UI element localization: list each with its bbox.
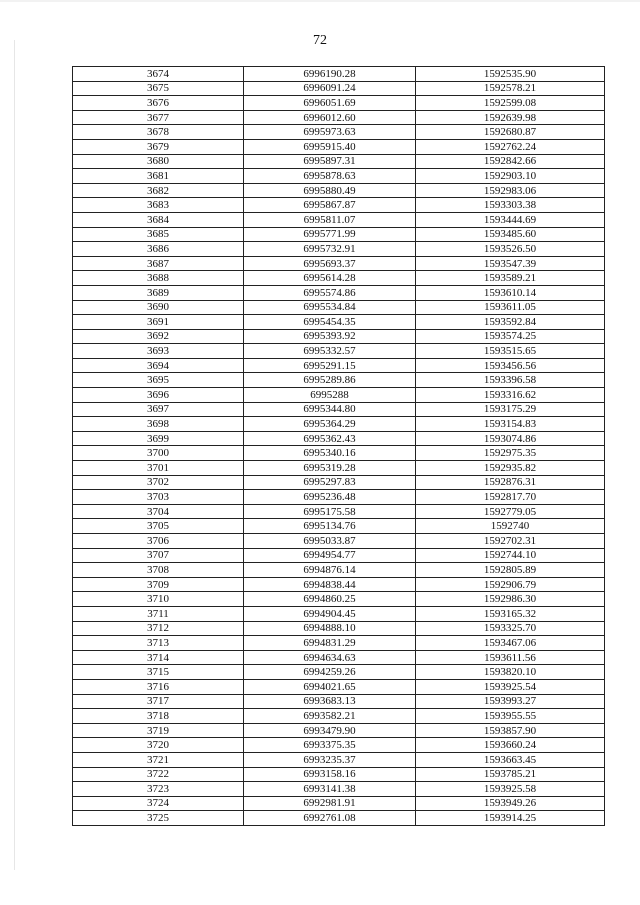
x-coordinate-cell: 6995344.80: [244, 402, 416, 417]
table-row: [73, 709, 605, 724]
y-coordinate-cell: 1592805.89: [416, 563, 605, 578]
y-coordinate-cell: 1593547.39: [416, 256, 605, 271]
point-number-cell: 3704: [73, 504, 244, 519]
point-number-cell: 3708: [73, 563, 244, 578]
point-number-cell: 3709: [73, 577, 244, 592]
y-coordinate-cell: 1593574.25: [416, 329, 605, 344]
point-number-cell: 3689: [73, 285, 244, 300]
y-coordinate-cell: 1593785.21: [416, 767, 605, 782]
x-coordinate-cell: 6995033.87: [244, 534, 416, 549]
point-number-cell: 3682: [73, 183, 244, 198]
x-coordinate-cell: 6996190.28: [244, 67, 416, 82]
table-row: [73, 504, 605, 519]
table-row: [73, 198, 605, 213]
y-coordinate-cell: 1592599.08: [416, 96, 605, 111]
y-coordinate-cell: 1593074.86: [416, 431, 605, 446]
y-coordinate-cell: 1593993.27: [416, 694, 605, 709]
point-number-cell: 3698: [73, 417, 244, 432]
table-row: [73, 125, 605, 140]
y-coordinate-cell: 1592903.10: [416, 169, 605, 184]
y-coordinate-cell: 1592842.66: [416, 154, 605, 169]
point-number-cell: 3674: [73, 67, 244, 82]
table-row: [73, 431, 605, 446]
y-coordinate-cell: 1593467.06: [416, 636, 605, 651]
table-row: [73, 110, 605, 125]
y-coordinate-cell: 1593949.26: [416, 796, 605, 811]
y-coordinate-cell: 1593515.65: [416, 344, 605, 359]
point-number-cell: 3705: [73, 519, 244, 534]
table-row: [73, 621, 605, 636]
x-coordinate-cell: 6995771.99: [244, 227, 416, 242]
page-number: 72: [313, 33, 327, 48]
y-coordinate-cell: 1593611.05: [416, 300, 605, 315]
table-row: [73, 344, 605, 359]
y-coordinate-cell: 1593485.60: [416, 227, 605, 242]
table-row: [73, 723, 605, 738]
x-coordinate-cell: 6995534.84: [244, 300, 416, 315]
point-number-cell: 3714: [73, 650, 244, 665]
x-coordinate-cell: 6993158.16: [244, 767, 416, 782]
y-coordinate-cell: 1592906.79: [416, 577, 605, 592]
table-row: [73, 388, 605, 403]
point-number-cell: 3675: [73, 81, 244, 96]
table-row: [73, 227, 605, 242]
scan-edge-left: [14, 40, 15, 870]
x-coordinate-cell: 6994831.29: [244, 636, 416, 651]
x-coordinate-cell: 6996091.24: [244, 81, 416, 96]
y-coordinate-cell: 1593925.54: [416, 679, 605, 694]
x-coordinate-cell: 6995332.57: [244, 344, 416, 359]
x-coordinate-cell: 6995364.29: [244, 417, 416, 432]
y-coordinate-cell: 1592817.70: [416, 490, 605, 505]
x-coordinate-cell: 6995915.40: [244, 139, 416, 154]
y-coordinate-cell: 1593303.38: [416, 198, 605, 213]
table-row: [73, 169, 605, 184]
table-row: [73, 373, 605, 388]
point-number-cell: 3686: [73, 242, 244, 257]
table-row: [73, 636, 605, 651]
point-number-cell: 3720: [73, 738, 244, 753]
y-coordinate-cell: 1592983.06: [416, 183, 605, 198]
y-coordinate-cell: 1592535.90: [416, 67, 605, 82]
table-row: [73, 534, 605, 549]
x-coordinate-cell: 6995175.58: [244, 504, 416, 519]
y-coordinate-cell: 1593955.55: [416, 709, 605, 724]
y-coordinate-cell: 1592702.31: [416, 534, 605, 549]
table-row: [73, 300, 605, 315]
x-coordinate-cell: 6994904.45: [244, 606, 416, 621]
point-number-cell: 3676: [73, 96, 244, 111]
y-coordinate-cell: 1593396.58: [416, 373, 605, 388]
point-number-cell: 3710: [73, 592, 244, 607]
point-number-cell: 3679: [73, 139, 244, 154]
point-number-cell: 3685: [73, 227, 244, 242]
point-number-cell: 3683: [73, 198, 244, 213]
table-row: [73, 183, 605, 198]
x-coordinate-cell: 6996012.60: [244, 110, 416, 125]
x-coordinate-cell: 6993479.90: [244, 723, 416, 738]
coordinates-table: [72, 66, 605, 826]
y-coordinate-cell: 1592975.35: [416, 446, 605, 461]
point-number-cell: 3695: [73, 373, 244, 388]
y-coordinate-cell: 1592639.98: [416, 110, 605, 125]
y-coordinate-cell: 1592744.10: [416, 548, 605, 563]
table-row: [73, 650, 605, 665]
point-number-cell: 3696: [73, 388, 244, 403]
table-row: [73, 563, 605, 578]
table-row: [73, 548, 605, 563]
point-number-cell: 3724: [73, 796, 244, 811]
table-row: [73, 358, 605, 373]
table-row: [73, 767, 605, 782]
y-coordinate-cell: 1593611.56: [416, 650, 605, 665]
point-number-cell: 3690: [73, 300, 244, 315]
x-coordinate-cell: 6994876.14: [244, 563, 416, 578]
x-coordinate-cell: 6995454.35: [244, 315, 416, 330]
y-coordinate-cell: 1593154.83: [416, 417, 605, 432]
x-coordinate-cell: 6995362.43: [244, 431, 416, 446]
x-coordinate-cell: 6995319.28: [244, 461, 416, 476]
x-coordinate-cell: 6995291.15: [244, 358, 416, 373]
table-row: [73, 271, 605, 286]
table-row: [73, 811, 605, 826]
table-row: [73, 461, 605, 476]
table-row: [73, 592, 605, 607]
point-number-cell: 3719: [73, 723, 244, 738]
scan-edge-top: [0, 0, 640, 2]
x-coordinate-cell: 6993683.13: [244, 694, 416, 709]
y-coordinate-cell: 1593925.58: [416, 782, 605, 797]
table-row: [73, 212, 605, 227]
table-row: [73, 139, 605, 154]
point-number-cell: 3677: [73, 110, 244, 125]
point-number-cell: 3684: [73, 212, 244, 227]
point-number-cell: 3713: [73, 636, 244, 651]
point-number-cell: 3711: [73, 606, 244, 621]
table-row: [73, 67, 605, 82]
point-number-cell: 3680: [73, 154, 244, 169]
coordinates-table-body: [73, 67, 605, 826]
point-number-cell: 3697: [73, 402, 244, 417]
y-coordinate-cell: 1593444.69: [416, 212, 605, 227]
point-number-cell: 3706: [73, 534, 244, 549]
table-row: [73, 694, 605, 709]
table-row: [73, 81, 605, 96]
x-coordinate-cell: 6996051.69: [244, 96, 416, 111]
table-row: [73, 606, 605, 621]
point-number-cell: 3688: [73, 271, 244, 286]
y-coordinate-cell: 1593610.14: [416, 285, 605, 300]
y-coordinate-cell: 1592935.82: [416, 461, 605, 476]
x-coordinate-cell: 6995288: [244, 388, 416, 403]
x-coordinate-cell: 6995134.76: [244, 519, 416, 534]
x-coordinate-cell: 6995614.28: [244, 271, 416, 286]
x-coordinate-cell: 6995973.63: [244, 125, 416, 140]
x-coordinate-cell: 6995867.87: [244, 198, 416, 213]
point-number-cell: 3718: [73, 709, 244, 724]
x-coordinate-cell: 6993375.35: [244, 738, 416, 753]
x-coordinate-cell: 6994860.25: [244, 592, 416, 607]
table-row: [73, 417, 605, 432]
table-row: [73, 256, 605, 271]
table-row: [73, 329, 605, 344]
x-coordinate-cell: 6994954.77: [244, 548, 416, 563]
x-coordinate-cell: 6994259.26: [244, 665, 416, 680]
y-coordinate-cell: 1592740: [416, 519, 605, 534]
table-row: [73, 475, 605, 490]
y-coordinate-cell: 1593526.50: [416, 242, 605, 257]
y-coordinate-cell: 1592779.05: [416, 504, 605, 519]
table-row: [73, 679, 605, 694]
x-coordinate-cell: 6992761.08: [244, 811, 416, 826]
table-row: [73, 242, 605, 257]
table-row: [73, 446, 605, 461]
x-coordinate-cell: 6995340.16: [244, 446, 416, 461]
table-row: [73, 796, 605, 811]
point-number-cell: 3692: [73, 329, 244, 344]
point-number-cell: 3691: [73, 315, 244, 330]
table-row: [73, 285, 605, 300]
point-number-cell: 3678: [73, 125, 244, 140]
point-number-cell: 3717: [73, 694, 244, 709]
x-coordinate-cell: 6994838.44: [244, 577, 416, 592]
point-number-cell: 3703: [73, 490, 244, 505]
x-coordinate-cell: 6995897.31: [244, 154, 416, 169]
point-number-cell: 3721: [73, 752, 244, 767]
point-number-cell: 3725: [73, 811, 244, 826]
point-number-cell: 3712: [73, 621, 244, 636]
table-row: [73, 577, 605, 592]
table-row: [73, 665, 605, 680]
y-coordinate-cell: 1593660.24: [416, 738, 605, 753]
point-number-cell: 3702: [73, 475, 244, 490]
y-coordinate-cell: 1593589.21: [416, 271, 605, 286]
point-number-cell: 3701: [73, 461, 244, 476]
x-coordinate-cell: 6995297.83: [244, 475, 416, 490]
point-number-cell: 3722: [73, 767, 244, 782]
x-coordinate-cell: 6994634.63: [244, 650, 416, 665]
x-coordinate-cell: 6995574.86: [244, 285, 416, 300]
point-number-cell: 3707: [73, 548, 244, 563]
point-number-cell: 3715: [73, 665, 244, 680]
x-coordinate-cell: 6993141.38: [244, 782, 416, 797]
table-row: [73, 782, 605, 797]
x-coordinate-cell: 6995811.07: [244, 212, 416, 227]
table-row: [73, 752, 605, 767]
table-row: [73, 402, 605, 417]
x-coordinate-cell: 6995878.63: [244, 169, 416, 184]
point-number-cell: 3716: [73, 679, 244, 694]
y-coordinate-cell: 1593914.25: [416, 811, 605, 826]
point-number-cell: 3700: [73, 446, 244, 461]
point-number-cell: 3723: [73, 782, 244, 797]
table-row: [73, 154, 605, 169]
point-number-cell: 3681: [73, 169, 244, 184]
y-coordinate-cell: 1592762.24: [416, 139, 605, 154]
point-number-cell: 3693: [73, 344, 244, 359]
x-coordinate-cell: 6995289.86: [244, 373, 416, 388]
x-coordinate-cell: 6994888.10: [244, 621, 416, 636]
y-coordinate-cell: 1593663.45: [416, 752, 605, 767]
table-row: [73, 738, 605, 753]
table-row: [73, 490, 605, 505]
y-coordinate-cell: 1593165.32: [416, 606, 605, 621]
x-coordinate-cell: 6995236.48: [244, 490, 416, 505]
table-row: [73, 96, 605, 111]
y-coordinate-cell: 1593456.56: [416, 358, 605, 373]
y-coordinate-cell: 1592578.21: [416, 81, 605, 96]
x-coordinate-cell: 6993582.21: [244, 709, 416, 724]
point-number-cell: 3699: [73, 431, 244, 446]
y-coordinate-cell: 1592986.30: [416, 592, 605, 607]
x-coordinate-cell: 6994021.65: [244, 679, 416, 694]
y-coordinate-cell: 1592876.31: [416, 475, 605, 490]
y-coordinate-cell: 1593325.70: [416, 621, 605, 636]
y-coordinate-cell: 1593316.62: [416, 388, 605, 403]
x-coordinate-cell: 6993235.37: [244, 752, 416, 767]
y-coordinate-cell: 1593820.10: [416, 665, 605, 680]
x-coordinate-cell: 6992981.91: [244, 796, 416, 811]
point-number-cell: 3687: [73, 256, 244, 271]
y-coordinate-cell: 1593857.90: [416, 723, 605, 738]
x-coordinate-cell: 6995693.37: [244, 256, 416, 271]
point-number-cell: 3694: [73, 358, 244, 373]
y-coordinate-cell: 1593175.29: [416, 402, 605, 417]
table-row: [73, 519, 605, 534]
x-coordinate-cell: 6995732.91: [244, 242, 416, 257]
x-coordinate-cell: 6995880.49: [244, 183, 416, 198]
x-coordinate-cell: 6995393.92: [244, 329, 416, 344]
y-coordinate-cell: 1592680.87: [416, 125, 605, 140]
table-row: [73, 315, 605, 330]
y-coordinate-cell: 1593592.84: [416, 315, 605, 330]
